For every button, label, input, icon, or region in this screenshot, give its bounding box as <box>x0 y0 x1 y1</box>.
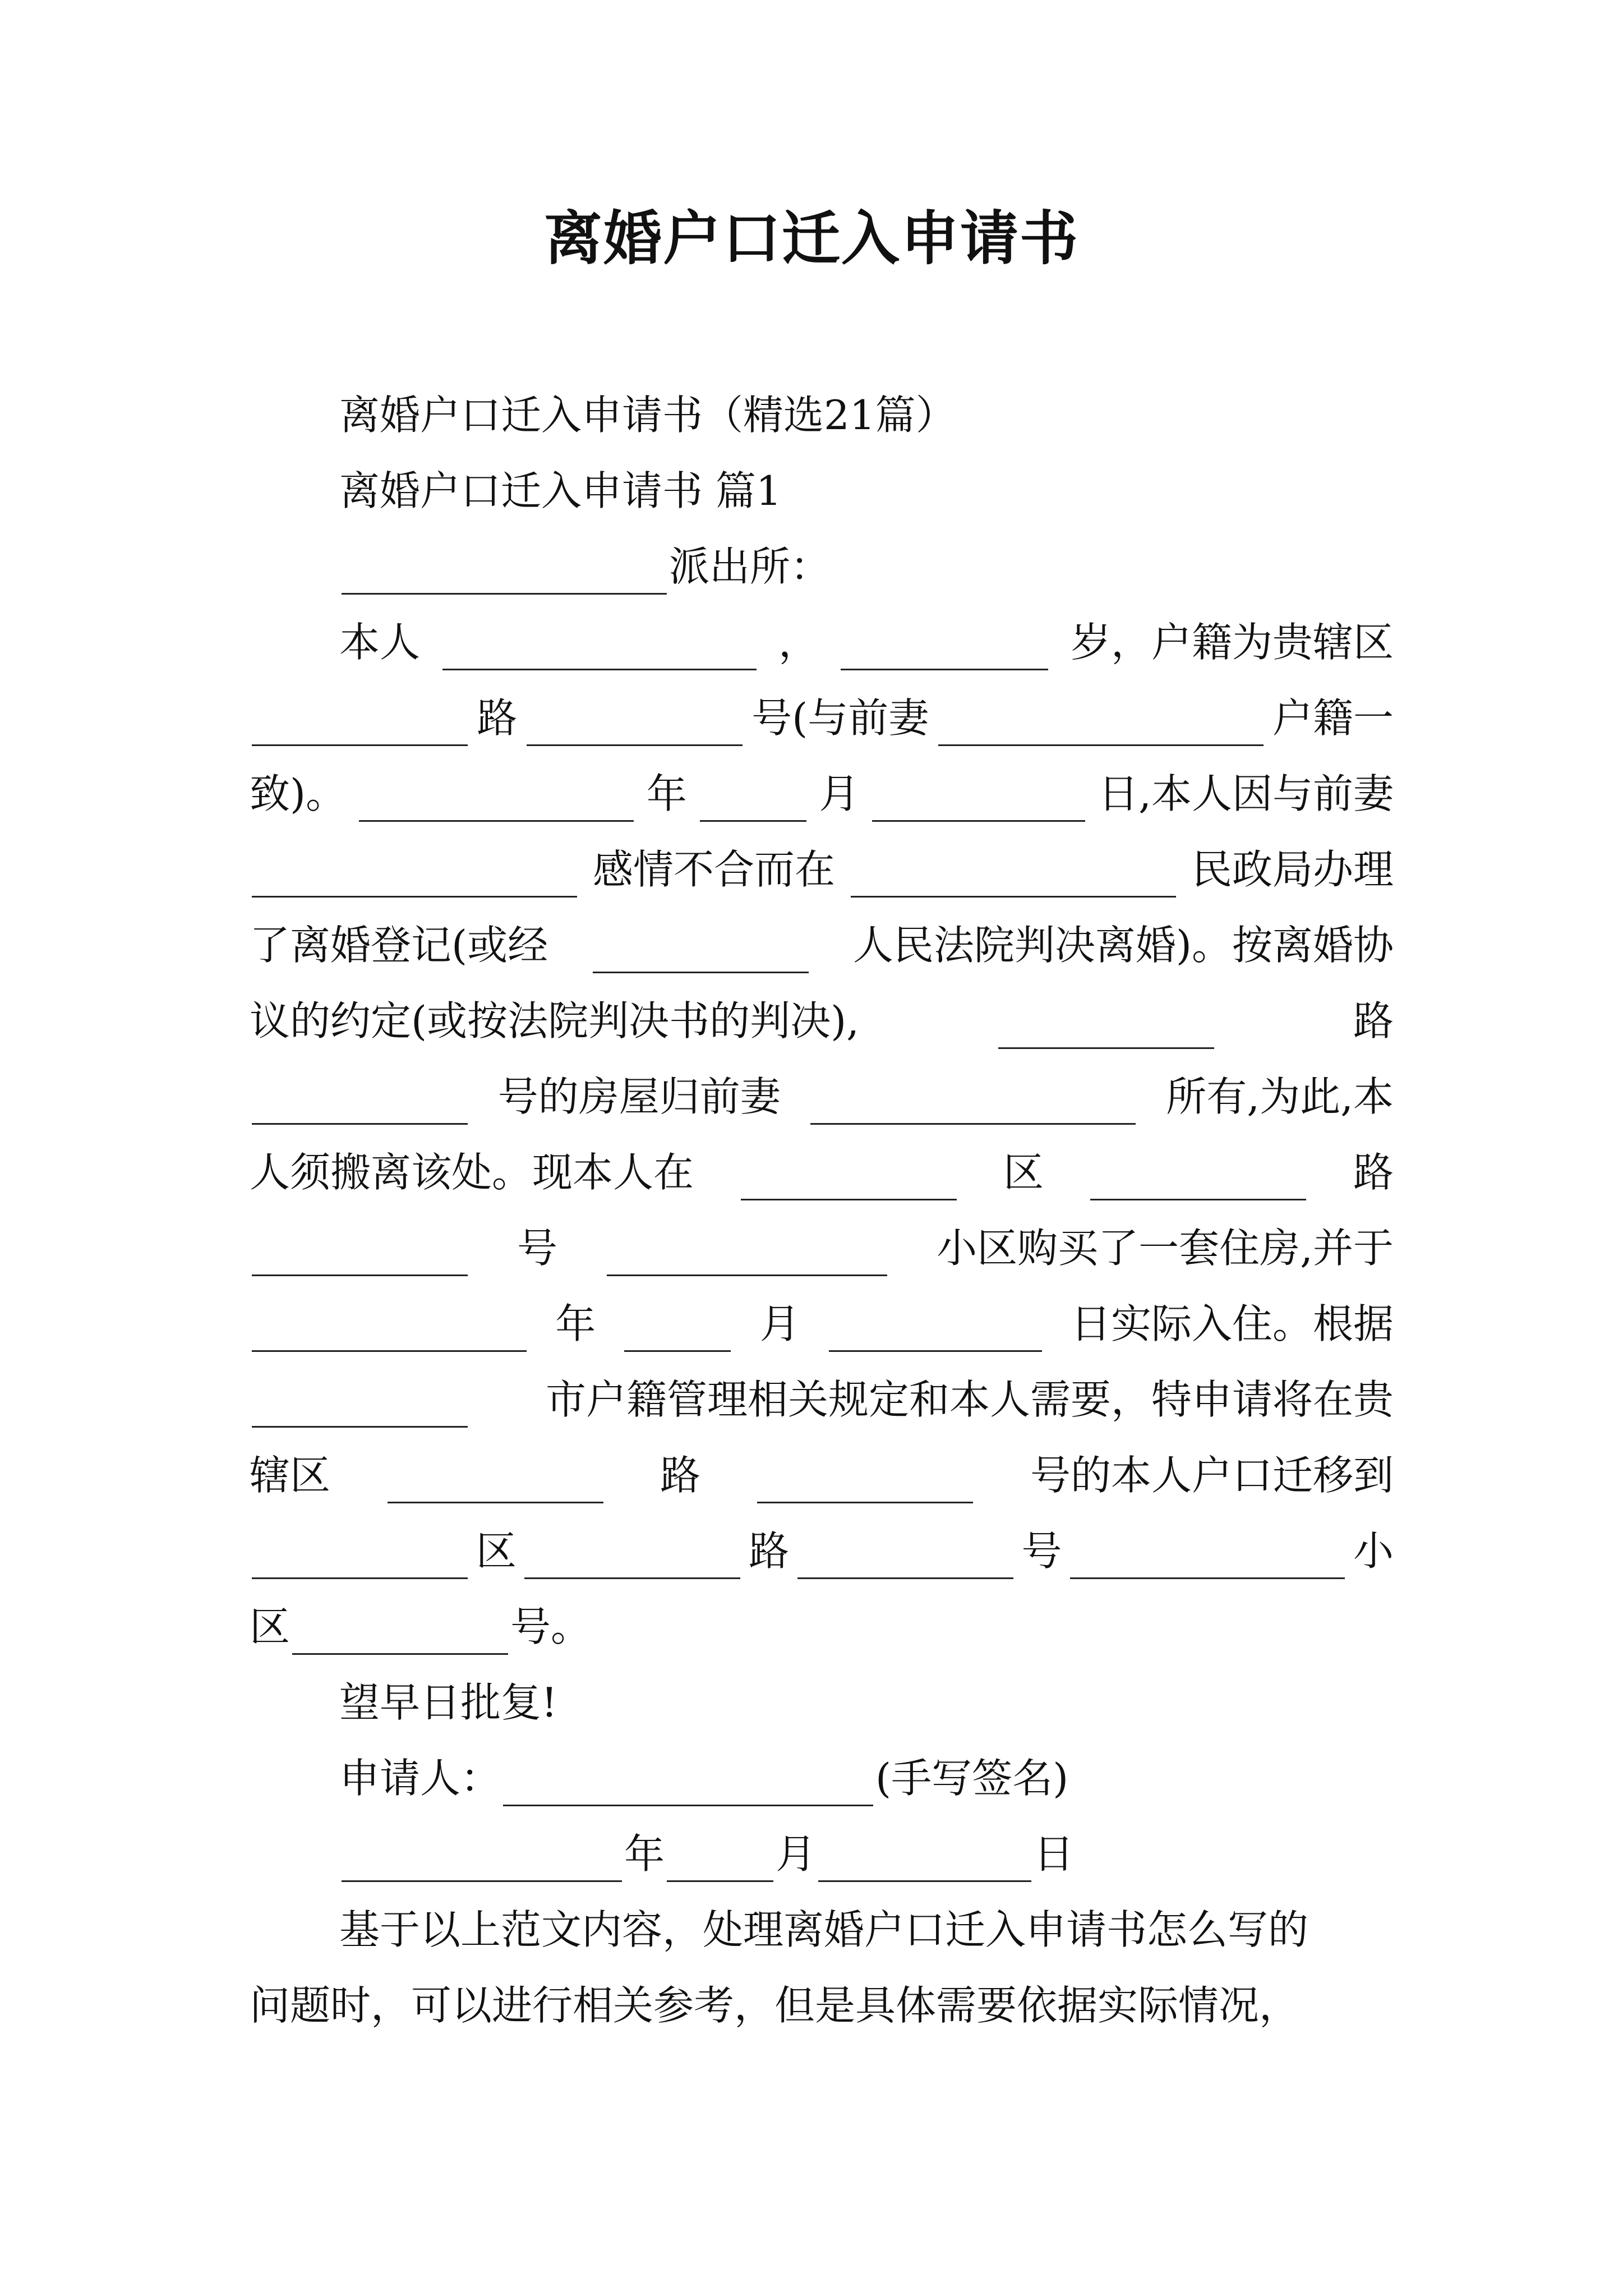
body-line-2 <box>250 690 1394 746</box>
closing-line <box>250 1674 1394 1731</box>
text-segment: 路 <box>477 694 518 742</box>
district-blank[interactable] <box>252 710 468 746</box>
target-number-blank[interactable] <box>797 1543 1013 1579</box>
text-segment: 年 <box>555 1300 596 1347</box>
footer-line-2 <box>250 1977 1394 2033</box>
text-segment: 辖区 <box>250 1452 331 1499</box>
house-road-blank[interactable] <box>998 1013 1214 1049</box>
footer-line-1 <box>250 1902 1394 1958</box>
text-segment: 人民法院判决离婚)。按离婚协 <box>852 922 1394 969</box>
applicant-signature-blank[interactable] <box>503 1770 873 1806</box>
day-blank[interactable] <box>872 785 1085 822</box>
text-segment: 民政局办理 <box>1191 846 1394 893</box>
old-number-blank[interactable] <box>757 1467 973 1503</box>
police-station-blank[interactable] <box>342 558 667 595</box>
footer-text-2: 问题时，可以进行相关参考，但是具体需要依据实际情况， <box>250 1982 1300 2029</box>
text-segment: 路 <box>1353 997 1394 1045</box>
subtitle: 离婚户口迁入申请书（精选21篇） <box>339 392 956 439</box>
date-year-label: 年 <box>624 1830 665 1878</box>
text-segment: 日,本人因与前妻 <box>1098 770 1394 817</box>
house-number-blank[interactable] <box>252 1088 468 1125</box>
signature-note: (手写签名) <box>875 1755 1069 1802</box>
date-day-label: 日 <box>1034 1830 1075 1878</box>
text-segment: 号(与前妻 <box>751 694 929 742</box>
age-blank[interactable] <box>841 634 1048 670</box>
text-segment: 路 <box>1353 1149 1394 1196</box>
text-segment: 所有,为此,本 <box>1166 1073 1394 1120</box>
text-segment: 致)。 <box>250 770 347 817</box>
text-segment: 市户籍管理相关规定和本人需要，特申请将在贵 <box>545 1376 1394 1423</box>
text-segment: 岁，户籍为贵辖区 <box>1070 619 1394 666</box>
addressee-line <box>250 539 1394 595</box>
signature-date-line <box>250 1826 1394 1882</box>
addressee-suffix: 派出所： <box>669 543 831 590</box>
text-segment: 号 <box>1021 1527 1062 1575</box>
body-line-5 <box>250 917 1394 973</box>
ex-wife-blank[interactable] <box>252 861 577 898</box>
city-blank[interactable] <box>252 1391 468 1428</box>
ex-wife-name-blank[interactable] <box>938 710 1264 746</box>
move-in-year-blank[interactable] <box>252 1315 527 1352</box>
target-community-blank[interactable] <box>1070 1543 1345 1579</box>
applicant-line <box>250 1750 1394 1806</box>
community-blank[interactable] <box>607 1240 887 1276</box>
target-road-blank[interactable] <box>524 1543 740 1579</box>
move-in-day-blank[interactable] <box>829 1315 1042 1352</box>
text-segment: 日实际入住。根据 <box>1070 1300 1394 1347</box>
text-segment: 路 <box>660 1452 700 1499</box>
subtitle-line <box>250 387 1394 443</box>
text-segment: 区 <box>1003 1149 1044 1196</box>
new-district-blank[interactable] <box>741 1164 957 1200</box>
name-blank[interactable] <box>442 634 757 670</box>
text-segment: 月 <box>819 770 860 817</box>
move-in-month-blank[interactable] <box>624 1315 731 1352</box>
ex-wife-owner-blank[interactable] <box>810 1088 1136 1125</box>
section-heading: 离婚户口迁入申请书 篇1 <box>339 467 782 514</box>
document-title: 离婚户口迁入申请书 <box>543 204 1079 273</box>
text-segment: 议的约定(或按法院判决书的判决), <box>250 997 860 1045</box>
text-segment: 年 <box>646 770 687 817</box>
text-segment: ， <box>778 619 819 666</box>
date-month-label: 月 <box>776 1830 817 1878</box>
body-line-7 <box>250 1069 1394 1125</box>
text-segment: 区 <box>476 1527 517 1575</box>
body-line-8 <box>250 1144 1394 1200</box>
section-heading-line <box>250 463 1394 519</box>
sign-year-blank[interactable] <box>342 1846 622 1882</box>
month-blank[interactable] <box>700 785 806 822</box>
old-road-blank[interactable] <box>388 1467 603 1503</box>
text-segment: 号。 <box>510 1603 592 1650</box>
applicant-label: 申请人： <box>339 1755 501 1802</box>
year-blank[interactable] <box>359 785 634 822</box>
body-line-11 <box>250 1372 1394 1428</box>
text-segment: 小 <box>1353 1527 1394 1575</box>
new-number-blank[interactable] <box>252 1240 468 1276</box>
text-segment: 了离婚登记(或经 <box>250 922 548 969</box>
target-unit-blank[interactable] <box>292 1618 508 1655</box>
text-segment: 小区购买了一套住房,并于 <box>937 1225 1394 1272</box>
body-line-13 <box>250 1523 1394 1579</box>
body-line-4 <box>250 841 1394 898</box>
body-line-9 <box>250 1220 1394 1276</box>
text-segment: 户籍一 <box>1272 694 1394 742</box>
sign-day-blank[interactable] <box>818 1846 1031 1882</box>
text-segment: 号 <box>517 1225 558 1272</box>
footer-text-1: 基于以上范文内容，处理离婚户口迁入申请书怎么写的 <box>339 1906 1309 1953</box>
text-segment: 感情不合而在 <box>592 846 835 893</box>
body-line-14 <box>250 1599 1394 1655</box>
court-blank[interactable] <box>593 937 809 973</box>
text-segment: 路 <box>749 1527 790 1575</box>
text-segment: 本人 <box>339 619 421 666</box>
text-segment: 号的房屋归前妻 <box>497 1073 781 1120</box>
body-line-10 <box>250 1296 1394 1352</box>
new-road-blank[interactable] <box>1090 1164 1306 1200</box>
body-line-6 <box>250 993 1394 1049</box>
text-segment: 月 <box>759 1300 800 1347</box>
body-line-3 <box>250 766 1394 822</box>
sign-month-blank[interactable] <box>667 1846 773 1882</box>
civil-affairs-blank[interactable] <box>851 861 1176 898</box>
text-segment: 号的本人户口迁移到 <box>1030 1452 1394 1499</box>
target-district-blank[interactable] <box>252 1543 468 1579</box>
body-line-12 <box>250 1447 1394 1503</box>
closing-text: 望早日批复! <box>339 1679 557 1726</box>
body-line-1 <box>250 614 1394 670</box>
text-segment: 人须搬离该处。现本人在 <box>250 1149 694 1196</box>
road-number-blank[interactable] <box>527 710 743 746</box>
text-segment: 区 <box>250 1603 291 1650</box>
